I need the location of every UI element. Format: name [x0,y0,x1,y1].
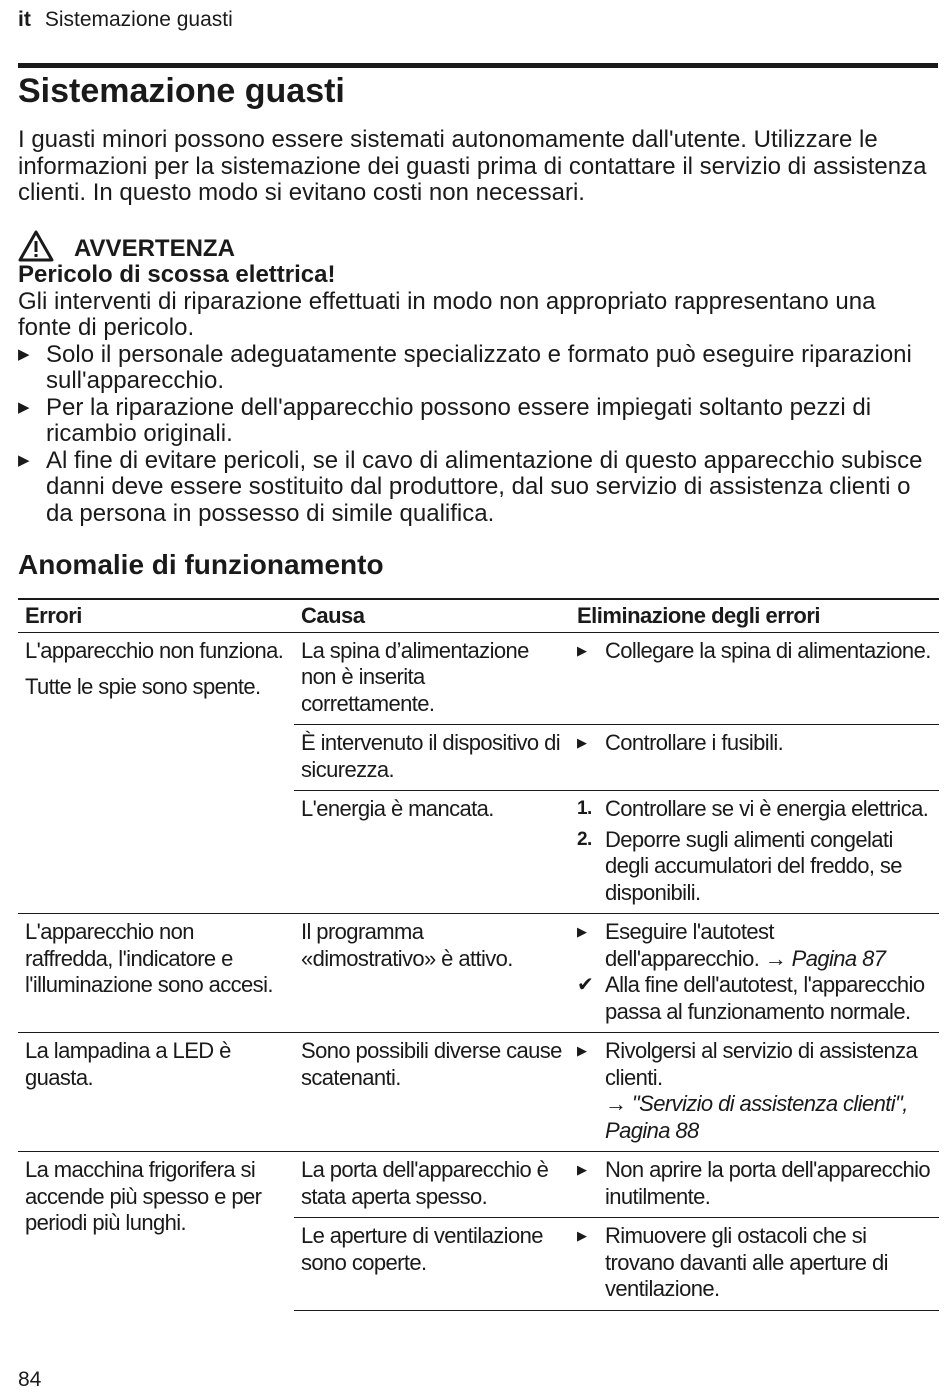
warning-bullet [18,342,933,395]
header-rule [18,63,938,68]
error-cell: La lampadina a LED è guasta. [18,1033,294,1152]
arrow-bullet-icon: ▶ [577,1162,587,1177]
fix-cell [570,632,939,725]
fix-text: Eseguire l'autotest dell'apparecchio. [605,919,774,971]
error-cell [18,632,294,914]
step-number: 1. [577,798,592,819]
table-row [18,1033,939,1152]
cause-cell: L'energia è mancata. [294,791,570,914]
warning-bullet-text: Al fine di evitare pericoli, se il cavo di alimentazione di questo apparecchio subisce danni deve essere sostituito dal produttore, dal suo servizio di assistenza clienti o da persona in possesso di simile qualifica. [46,446,923,527]
warning-bullet-text: Solo il personale adeguatamente specializzato e formato può eseguire riparazioni sull'apparecchio. [46,340,912,394]
page-reference-link[interactable]: → "Servizio di assistenza clienti", Pagina 88 [605,1091,908,1143]
table-row [18,1152,939,1218]
arrow-bullet-icon: ▶ [18,345,30,363]
fix-cell [570,1152,939,1218]
arrow-bullet-icon: ▶ [577,735,587,750]
header-section: Sistemazione guasti [44,8,233,31]
cause-cell: La spina d’alimentazione non è inserita correttamente. [294,632,570,725]
page-title: Sistemazione guasti [18,72,345,110]
section-heading: Anomalie di funzionamento [18,549,384,580]
table-header-row [18,599,939,632]
cause-cell: La porta dell'apparecchio è stata aperta spesso. [294,1152,570,1218]
fix-text: Alla fine dell'autotest, l'apparecchio passa al funzionamento normale. [605,972,925,1024]
fix-cell [570,1033,939,1152]
fix-text: Collegare la spina di alimentazione. [605,637,931,663]
error-text: Tutte le spie sono spente. [25,674,261,699]
language-code: it [18,8,31,31]
step-number: 2. [577,828,592,850]
cause-cell: Il programma «dimostrativo» è attivo. [294,914,570,1033]
intro-paragraph: I guasti minori possono essere sistemati autonomamente dall'utente. Utilizzare le informazioni per la sistemazione dei guasti prima di contattare il servizio di assistenza clienti. In questo modo si evitano costi non necessari. [18,126,927,206]
arrow-bullet-icon: ▶ [577,924,587,939]
column-header-fix: Eliminazione degli errori [570,599,939,632]
page-header [18,8,233,32]
table-row [18,632,939,725]
arrow-bullet-icon: ▶ [18,451,30,469]
warning-bullet-text: Per la riparazione dell'apparecchio possono essere impiegati soltanto pezzi di ricambio originali. [46,393,872,447]
warning-subtitle: Pericolo di scossa elettrica! [18,261,336,288]
troubleshooting-table [18,598,939,1311]
cause-cell: Le aperture di ventilazione sono coperte. [294,1218,570,1311]
warning-bullet [18,395,933,448]
cause-cell: Sono possibili diverse cause scatenanti. [294,1033,570,1152]
arrow-bullet-icon: ▶ [577,1228,587,1243]
fix-text: Controllare se vi è energia elettrica. [605,796,929,821]
warning-text: Gli interventi di riparazione effettuati in modo non appropriato rappresentano una fonte di pericolo. [18,287,876,341]
error-cell: L'apparecchio non raffredda, l'indicatore e l'illuminazione sono accesi. [18,914,294,1033]
warning-heading [18,228,933,262]
warning-bullet [18,448,933,528]
fix-cell [570,914,939,1033]
error-text: L'apparecchio non funziona. [25,637,284,663]
fix-cell [570,1218,939,1311]
warning-box [18,228,933,527]
warning-label: AVVERTENZA [74,234,235,262]
fix-cell [570,791,939,914]
fix-cell [570,725,939,791]
fix-text: Controllare i fusibili. [605,730,784,755]
arrow-bullet-icon: ▶ [577,642,587,658]
arrow-bullet-icon: ▶ [18,398,30,416]
checkmark-icon: ✔ [577,974,594,996]
column-header-errors: Errori [18,599,294,632]
fix-text: Rimuovere gli ostacoli che si trovano davanti alle aperture di ventilazione. [605,1223,888,1301]
page-reference-link[interactable]: → Pagina 87 [764,945,886,971]
fix-text: Deporre sugli alimenti congelati degli accumulatori del freddo, se disponibili. [605,826,902,905]
cause-cell: È intervenuto il dispositivo di sicurezza. [294,725,570,791]
page-number: 84 [18,1368,42,1391]
arrow-bullet-icon: ▶ [577,1043,587,1058]
fix-text: Non aprire la porta dell'apparecchio inutilmente. [605,1157,931,1209]
fix-text: Rivolgersi al servizio di assistenza clienti. [605,1038,918,1090]
error-cell: La macchina frigorifera si accende più spesso e per periodi più lunghi. [18,1152,294,1311]
column-header-cause: Causa [294,599,570,632]
warning-triangle-icon [18,230,54,262]
table-row [18,914,939,1033]
